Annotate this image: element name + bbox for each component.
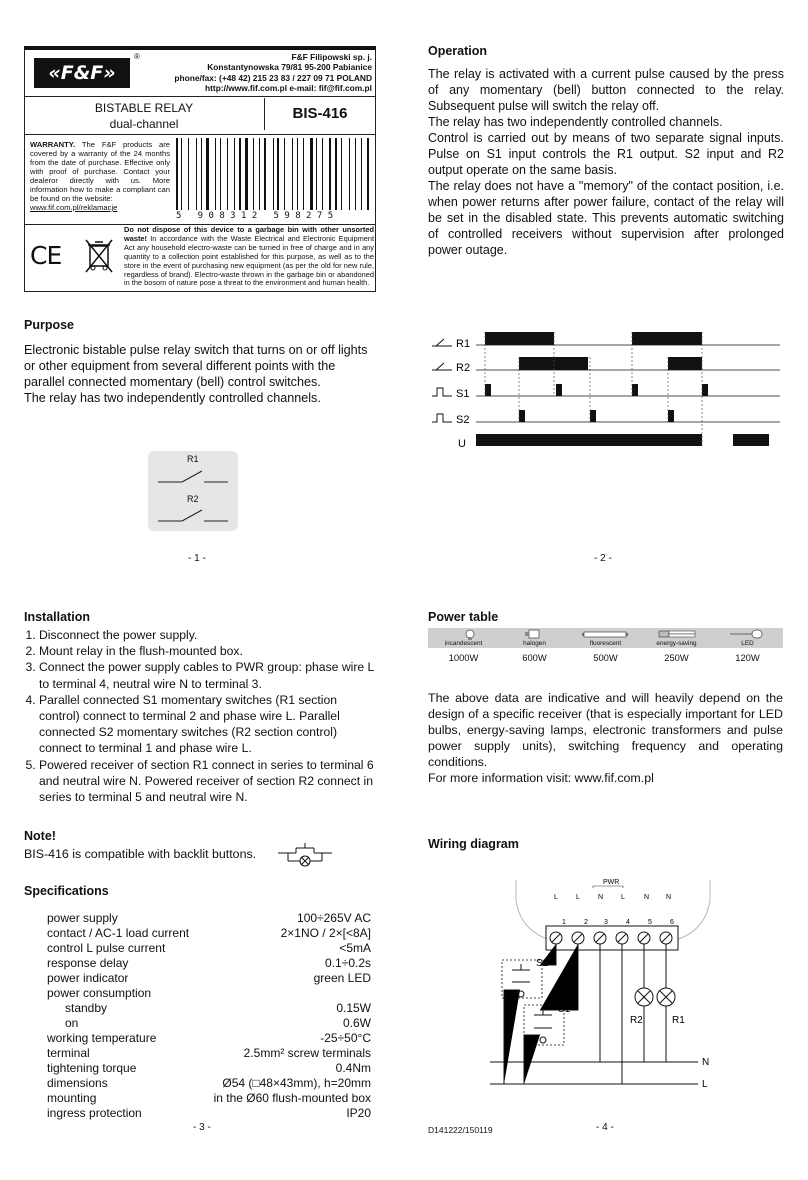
spec-label: mounting xyxy=(47,1091,97,1105)
spec-label: power indicator xyxy=(47,971,129,985)
barcode-bar xyxy=(282,138,283,210)
purpose-text-1: Electronic bistable pulse relay switch that turns on or off lights or other equipment from several different points with the parallel connected momentary (bell) control switches. xyxy=(24,343,368,389)
spec-row xyxy=(47,941,371,956)
timing-s2-row xyxy=(432,410,780,426)
timing-r1-row xyxy=(432,332,780,350)
power-note-text: The above data are indicative and will heavily depend on the design of a specific receiver (that is especially important for LED bulbs, energy-saving lamps, electronic transformers and pulse power supply units), switching frequency and operating conditions. xyxy=(428,691,783,769)
barcode-bar xyxy=(329,138,331,210)
spec-value: -25÷50°C xyxy=(320,1031,371,1045)
pwr-label: PWR xyxy=(603,879,620,886)
barcode-bar xyxy=(188,138,189,210)
terminal-num-6: 6 xyxy=(670,919,674,926)
operation-line-3: Control is carried out by means of two separate signal inputs. Pulse on S1 input controls the R1 output. S2 input and R2 output operate on the same basis. xyxy=(428,131,784,177)
timing-u-row xyxy=(458,434,769,450)
warranty-link[interactable]: www.fif.com.pl/reklamacje xyxy=(30,203,118,212)
barcode-bar xyxy=(286,138,288,210)
power-col-label: energy-saving xyxy=(656,640,697,647)
fluorescent-tube-icon xyxy=(570,628,641,640)
spec-row xyxy=(47,1031,371,1046)
barcode-bar xyxy=(259,138,260,210)
barcode-bar xyxy=(275,138,276,210)
barcode-bar xyxy=(349,138,350,210)
spec-label: terminal xyxy=(47,1046,90,1060)
page-number-4: - 4 - xyxy=(596,1122,614,1133)
barcode-bar xyxy=(277,138,279,210)
barcode-bar xyxy=(310,138,312,210)
barcode-bar xyxy=(294,138,295,210)
power-table xyxy=(428,628,783,663)
warranty-text xyxy=(30,140,170,212)
spec-label: contact / AC-1 load current xyxy=(47,926,190,940)
power-value-energy-saving: 250W xyxy=(664,652,689,663)
spec-value: 100÷265V AC xyxy=(297,911,371,925)
timing-label-r2: R2 xyxy=(456,362,471,374)
spec-value: green LED xyxy=(313,971,371,985)
installation-step-2: 2. Mount relay in the flush-mounted box. xyxy=(39,643,380,659)
barcode-bar xyxy=(268,138,270,210)
power-col-halogen xyxy=(499,628,570,648)
barcode-bars xyxy=(176,138,370,210)
product-name xyxy=(24,100,264,132)
r1-label: R1 xyxy=(672,1015,685,1026)
timing-label-r1: R1 xyxy=(456,338,471,350)
spec-value: <5mA xyxy=(339,941,371,955)
disposal-text xyxy=(124,226,374,288)
timing-label-u: U xyxy=(458,438,466,450)
warranty-body: The F&F products are covered by a warranty of the 24 months from the date of purchase. Effective only with proof of purchase. Contact your dealeror directly with us. More information how to make a compliant can be found on the website: xyxy=(30,140,170,203)
header-divider-2 xyxy=(24,134,376,135)
barcode-bar xyxy=(176,138,178,210)
spec-label: working temperature xyxy=(47,1031,157,1045)
spec-table xyxy=(47,911,371,1121)
spec-value: 0.6W xyxy=(342,1016,371,1030)
specs-title: Specifications xyxy=(24,884,109,898)
barcode-bar xyxy=(253,138,254,210)
timing-s1-row xyxy=(432,384,780,400)
barcode-bar xyxy=(236,138,238,210)
product-code: BIS-416 xyxy=(292,105,348,122)
halogen-bulb-icon xyxy=(499,628,570,640)
backlit-button-icon xyxy=(274,841,336,867)
company-web: http://www.fif.com.pl e-mail: fif@fif.com.pl xyxy=(205,83,372,94)
incandescent-bulb-icon xyxy=(428,628,499,640)
barcode-bar xyxy=(301,138,303,210)
barcode-bar xyxy=(224,138,226,210)
barcode-bar xyxy=(361,138,362,210)
barcode-bar xyxy=(297,138,298,210)
top-label-5: N xyxy=(644,894,650,901)
terminal-num-4: 4 xyxy=(626,919,630,926)
crossed-bin-icon xyxy=(84,236,114,274)
barcode-bar xyxy=(215,138,216,210)
top-label-3: N xyxy=(598,894,604,901)
installation-step-5: 5. Powered receiver of section R1 connect in series to terminal 6 and neutral wire N. Powered receiver of section R2 connect in series to terminal 5 and neutral wire N. xyxy=(39,757,380,806)
barcode-bar xyxy=(179,138,180,210)
barcode-bar xyxy=(344,138,346,210)
registered-mark: ® xyxy=(134,52,140,61)
spec-label: power supply xyxy=(47,911,118,925)
timing-guides xyxy=(485,332,702,446)
spec-row xyxy=(47,956,371,971)
wiring-title: Wiring diagram xyxy=(428,837,519,851)
barcode-bar xyxy=(227,138,228,210)
spec-value: 2.5mm² screw terminals xyxy=(243,1046,371,1060)
installation-step-1: 1. Disconnect the power supply. xyxy=(39,627,380,643)
barcode-bar xyxy=(230,138,231,210)
barcode-bar xyxy=(273,138,274,210)
barcode-bar xyxy=(198,138,199,210)
terminal-num-5: 5 xyxy=(648,919,652,926)
spec-row xyxy=(47,1046,371,1061)
barcode-bar xyxy=(185,138,187,210)
barcode-bar xyxy=(239,138,241,210)
company-info xyxy=(142,52,372,94)
spec-label: control L pulse current xyxy=(47,941,166,955)
power-col-label: incandescent xyxy=(444,640,483,647)
header-top-bar xyxy=(24,46,376,50)
barcode-bar xyxy=(264,138,266,210)
top-label-1: L xyxy=(554,894,558,901)
power-table-header xyxy=(428,628,783,648)
power-col-incandescent xyxy=(428,628,499,648)
power-table-values xyxy=(428,652,783,663)
barcode-bar xyxy=(340,138,341,210)
header-divider xyxy=(24,96,376,97)
disposal-bold: Do not dispose of this device to a garbage bin with other unsorted waste! xyxy=(124,225,374,243)
page-number-2: - 2 - xyxy=(594,553,612,564)
power-col-label: fluorescent xyxy=(589,640,622,647)
top-label-2: L xyxy=(576,894,580,901)
barcode-bar xyxy=(250,138,251,210)
product-name-line1: BISTABLE RELAY xyxy=(94,101,194,115)
barcode-bar xyxy=(316,138,317,210)
spec-row xyxy=(47,1001,371,1016)
timing-r2-row xyxy=(432,357,780,374)
timing-label-s1: S1 xyxy=(456,388,470,400)
barcode-bar xyxy=(359,138,360,210)
operation-line-1: The relay is activated with a current pulse caused by the press of any momentary (bell) button connected to the relay. Subsequent pulse will switch the relay off. xyxy=(428,67,784,113)
s2-label: S2 xyxy=(536,958,549,969)
power-col-energy-saving xyxy=(641,628,712,648)
relay-r1-label: R1 xyxy=(187,454,199,464)
spec-row xyxy=(47,1016,371,1031)
spec-value: Ø54 (□48×43mm), h=20mm xyxy=(222,1076,371,1090)
spec-value: 0.15W xyxy=(336,1001,371,1015)
barcode-bar xyxy=(205,138,206,210)
barcode-bar xyxy=(181,138,182,210)
spec-label: standby xyxy=(65,1001,108,1015)
product-name-line2: dual-channel xyxy=(109,117,179,131)
barcode-bar xyxy=(355,138,357,210)
purpose-title: Purpose xyxy=(24,318,75,332)
wiring-diagram xyxy=(480,870,720,1095)
timing-label-s2: S2 xyxy=(456,414,470,426)
spec-row xyxy=(47,911,371,926)
spec-row xyxy=(47,1106,371,1121)
barcode-bar xyxy=(367,138,369,210)
terminal-numbers xyxy=(562,919,674,926)
barcode-bar xyxy=(364,138,365,210)
barcode-bar xyxy=(262,138,263,210)
barcode-bar xyxy=(217,138,218,210)
r1-lamp-icon xyxy=(657,988,675,1006)
top-label-6: N xyxy=(666,894,672,901)
barcode-bar xyxy=(220,138,222,210)
operation-line-2: The relay has two independently controlled channels. xyxy=(428,115,723,129)
spec-label: tightening torque xyxy=(47,1061,137,1075)
barcode-bar xyxy=(206,138,208,210)
spec-label: dimensions xyxy=(47,1076,108,1090)
terminal-num-2: 2 xyxy=(584,919,588,926)
barcode-bar xyxy=(201,138,202,210)
relay-r2-label: R2 xyxy=(187,494,199,504)
barcode-bar xyxy=(255,138,257,210)
spec-row xyxy=(47,971,371,986)
more-info-link[interactable]: For more information visit: www.fif.com.pl xyxy=(428,771,654,785)
spec-row xyxy=(47,1091,371,1106)
disposal-body: In accordance with the Waste Electrical and Electronic Equipment Act any household electro-waste can be turned in free of charge and in any quantity to a collection point established for this purpose, as well as to the store in the event of purchasing new equipment (as per the old for new rule, regardless of brand). Electro-waste thrown in the garbage bin or abandoned in the bosom of nature pose a threat to the environment and human health. xyxy=(124,233,375,288)
barcode-bar xyxy=(325,138,326,210)
barcode-bar xyxy=(196,138,198,210)
barcode-bar xyxy=(245,138,247,210)
barcode-bar xyxy=(320,138,321,210)
power-value-halogen: 600W xyxy=(522,652,547,663)
purpose-text-2: The relay has two independently controlled channels. xyxy=(24,391,321,405)
spec-row xyxy=(47,926,371,941)
power-value-fluorescent: 500W xyxy=(593,652,618,663)
spec-value: 0.1÷0.2s xyxy=(325,956,371,970)
spec-label: power consumption xyxy=(47,986,152,1000)
page-number-1: - 1 - xyxy=(188,553,206,564)
spec-label: response delay xyxy=(47,956,129,970)
spec-value: IP20 xyxy=(346,1106,371,1120)
operation-text xyxy=(428,66,784,258)
spec-row xyxy=(47,986,371,1001)
r2-lamp-icon xyxy=(635,988,653,1006)
terminal-num-3: 3 xyxy=(604,919,608,926)
barcode-bar xyxy=(322,138,324,210)
ce-mark: CE xyxy=(30,241,62,270)
installation-step-3: 3. Connect the power supply cables to PWR group: phase wire L to terminal 4, neutral wire N to terminal 3. xyxy=(39,659,380,691)
top-terminal-labels xyxy=(554,894,671,901)
barcode-bar xyxy=(234,138,235,210)
power-col-label: LED xyxy=(741,640,754,647)
company-phone: phone/fax: (+48 42) 215 23 83 / 227 09 71 POLAND xyxy=(174,72,372,83)
barcode-bar xyxy=(284,138,285,210)
timing-diagram xyxy=(428,325,784,455)
company-address: Konstantynowska 79/81 95-200 Pabianice xyxy=(207,62,372,73)
r2-label: R2 xyxy=(630,1015,643,1026)
power-value-incandescent: 1000W xyxy=(448,652,479,663)
relay-contacts-symbol xyxy=(148,451,238,531)
barcode-bar xyxy=(332,138,333,210)
barcode-bar xyxy=(191,138,193,210)
n-wire-label: N xyxy=(702,1057,710,1068)
installation-step-4: 4. Parallel connected S1 momentary switches (R1 section control) connect to terminal 2 and phase wire L. Parallel connected S2 momentary switches (R2 section control) connect to terminal 1 and phase wire L. xyxy=(39,692,380,757)
barcode-bar xyxy=(341,138,342,210)
power-col-fluorescent xyxy=(570,628,641,648)
warranty-bold: WARRANTY. xyxy=(30,140,76,149)
barcode-bar xyxy=(306,138,308,210)
relay-contacts-icon xyxy=(148,451,238,531)
company-name: F&F Filipowski sp. j. xyxy=(291,52,372,62)
document-code: D141222/150119 xyxy=(428,1125,493,1135)
page-number-3: - 3 - xyxy=(193,1122,211,1133)
spec-label: on xyxy=(65,1016,79,1030)
barcode-bar xyxy=(292,138,294,210)
spec-value: 0.4Nm xyxy=(335,1061,371,1075)
top-label-4: L xyxy=(621,894,625,901)
power-col-led xyxy=(712,628,783,648)
installation-title: Installation xyxy=(24,610,90,624)
l-wire-label: L xyxy=(702,1079,708,1090)
note-text: BIS-416 is compatible with backlit buttons. xyxy=(24,847,257,861)
barcode xyxy=(176,138,370,221)
barcode-bar xyxy=(335,138,337,210)
barcode-bar xyxy=(303,138,304,210)
power-table-note xyxy=(428,690,783,786)
purpose-text xyxy=(24,342,378,406)
spec-row xyxy=(47,1076,371,1091)
barcode-bar xyxy=(211,138,213,210)
barcode-bar xyxy=(244,138,245,210)
barcode-bar xyxy=(314,138,315,210)
operation-title: Operation xyxy=(428,44,488,58)
led-bulb-icon xyxy=(712,628,783,640)
s1-label: S1 xyxy=(558,1004,571,1015)
power-table-title: Power table xyxy=(428,610,499,624)
barcode-bar xyxy=(350,138,352,210)
installation-steps xyxy=(24,627,380,805)
energy-saving-lamp-icon xyxy=(641,628,712,640)
spec-row xyxy=(47,1061,371,1076)
power-col-label: halogen xyxy=(523,640,546,647)
note-title: Note! xyxy=(24,829,56,843)
barcode-digits: 5 9 0 8 3 1 2 5 9 8 2 7 5 xyxy=(176,211,334,221)
spec-value: 2×1NO / 2×[<8A] xyxy=(280,926,371,940)
terminal-num-1: 1 xyxy=(562,919,566,926)
spec-value: in the Ø60 flush-mounted box xyxy=(213,1091,371,1105)
power-value-led: 120W xyxy=(735,652,760,663)
operation-line-4: The relay does not have a "memory" of the contact position, i.e. when power returns after power failure, contact of the relay will be set in the disabled state. This prevents automatic switching of controlled receivers without supervision after prolonged power outage. xyxy=(428,179,784,257)
company-logo: «F&F» xyxy=(34,58,130,88)
spec-label: ingress protection xyxy=(47,1106,142,1120)
